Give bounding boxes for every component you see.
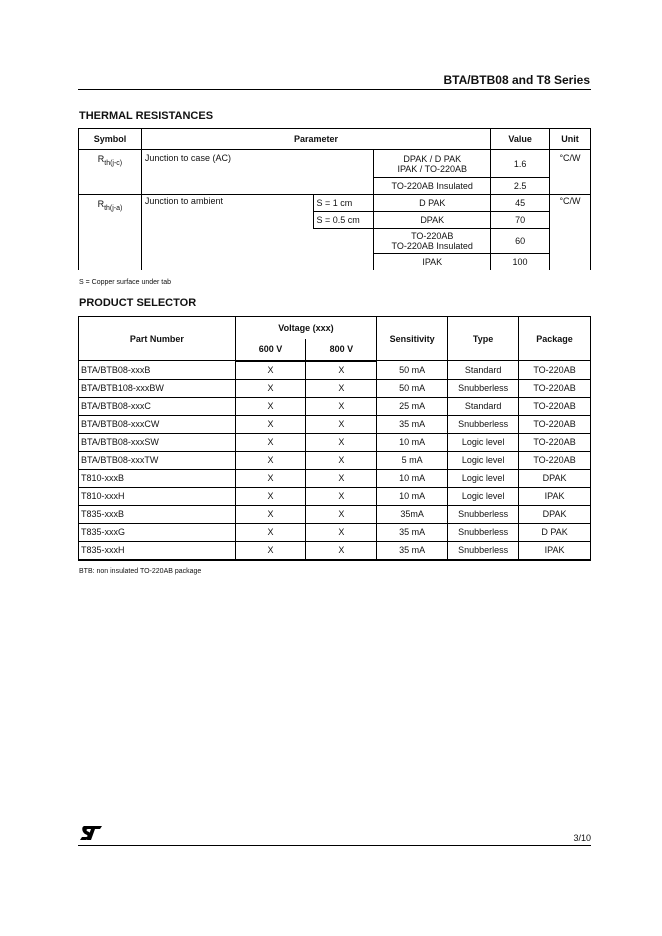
param-junction-ambient: Junction to ambient bbox=[144, 196, 223, 206]
col-800v: 800 V bbox=[306, 339, 377, 361]
sensitivity-cell: 5 mA bbox=[377, 451, 448, 469]
type-cell: Snubberless bbox=[448, 541, 519, 560]
col-voltage: Voltage (xxx) bbox=[235, 317, 377, 339]
table-row bbox=[79, 433, 591, 451]
package-cell: TO-220AB bbox=[519, 415, 591, 433]
v800-mark-cell: X bbox=[306, 433, 377, 451]
v800-mark-cell: X bbox=[306, 541, 377, 560]
symbol-rth-ja: $R_{th(j-a)}$ bbox=[79, 195, 142, 270]
s-0-5cm: S = 0.5 cm bbox=[313, 212, 374, 229]
pkg-ipak: IPAK bbox=[374, 254, 491, 270]
part-number-cell: BTA/BTB08-xxxCW bbox=[79, 415, 236, 433]
sensitivity-cell: 35 mA bbox=[377, 415, 448, 433]
v600-mark-cell: X bbox=[235, 523, 306, 541]
unit-cw-2: °C/W bbox=[550, 195, 591, 270]
v800-mark-cell: X bbox=[306, 469, 377, 487]
value-1-6: 1.6 bbox=[491, 150, 550, 178]
package-cell: TO-220AB bbox=[519, 397, 591, 415]
sensitivity-cell: 50 mA bbox=[377, 379, 448, 397]
product-selector-table bbox=[78, 316, 591, 561]
table-row bbox=[79, 487, 591, 505]
sensitivity-cell: 10 mA bbox=[377, 487, 448, 505]
table-row bbox=[79, 523, 591, 541]
header-rule bbox=[78, 89, 591, 90]
package-cell: DPAK bbox=[519, 505, 591, 523]
v800-mark-cell: X bbox=[306, 451, 377, 469]
part-number-cell: T810-xxxH bbox=[79, 487, 236, 505]
part-number-cell: T835-xxxH bbox=[79, 541, 236, 560]
package-cell: TO-220AB bbox=[519, 433, 591, 451]
v800-mark-cell: X bbox=[306, 523, 377, 541]
thermal-resistance-table bbox=[78, 128, 591, 270]
v600-mark-cell: X bbox=[235, 433, 306, 451]
value-100: 100 bbox=[491, 254, 550, 270]
col-sensitivity: Sensitivity bbox=[377, 317, 448, 361]
part-number-cell: BTA/BTB08-xxxB bbox=[79, 361, 236, 380]
part-number-cell: BTA/BTB08-xxxSW bbox=[79, 433, 236, 451]
type-cell: Logic level bbox=[448, 433, 519, 451]
table-row bbox=[79, 415, 591, 433]
type-cell: Standard bbox=[448, 397, 519, 415]
type-cell: Logic level bbox=[448, 451, 519, 469]
footer-rule bbox=[78, 845, 591, 846]
type-cell: Logic level bbox=[448, 487, 519, 505]
pkg-d-pak: D PAK bbox=[374, 195, 491, 212]
v800-mark-cell: X bbox=[306, 415, 377, 433]
s-1cm: S = 1 cm bbox=[313, 195, 374, 212]
symbol-rth-jc: $R_{th(j-c)}$ bbox=[79, 150, 142, 195]
v600-mark-cell: X bbox=[235, 397, 306, 415]
package-cell: TO-220AB bbox=[519, 361, 591, 380]
part-number-cell: T835-xxxG bbox=[79, 523, 236, 541]
unit-cw-1: °C/W bbox=[550, 150, 591, 195]
sensitivity-cell: 35 mA bbox=[377, 541, 448, 560]
package-cell: TO-220AB bbox=[519, 379, 591, 397]
value-70: 70 bbox=[491, 212, 550, 229]
v600-mark-cell: X bbox=[235, 379, 306, 397]
table-row bbox=[79, 505, 591, 523]
sensitivity-cell: 10 mA bbox=[377, 433, 448, 451]
pkg-dpak: DPAK bbox=[374, 212, 491, 229]
v800-mark-cell: X bbox=[306, 505, 377, 523]
package-cell: IPAK bbox=[519, 541, 591, 560]
v800-mark-cell: X bbox=[306, 487, 377, 505]
table-row bbox=[79, 469, 591, 487]
type-cell: Snubberless bbox=[448, 379, 519, 397]
thermal-footnote: S = Copper surface under tab bbox=[79, 279, 172, 286]
package-cell: IPAK bbox=[519, 487, 591, 505]
v600-mark-cell: X bbox=[235, 361, 306, 380]
pkg-to220ab-ins: TO-220AB Insulated bbox=[374, 178, 491, 195]
col-parameter: Parameter bbox=[141, 129, 490, 150]
st-logo-icon bbox=[79, 825, 103, 841]
product-section-title: PRODUCT SELECTOR bbox=[79, 297, 197, 309]
table-row bbox=[79, 379, 591, 397]
v800-mark-cell: X bbox=[306, 379, 377, 397]
v600-mark-cell: X bbox=[235, 487, 306, 505]
table-row bbox=[79, 361, 591, 380]
part-number-cell: T835-xxxB bbox=[79, 505, 236, 523]
pkg-to220ab-both: TO-220AB TO-220AB Insulated bbox=[374, 229, 491, 254]
type-cell: Snubberless bbox=[448, 523, 519, 541]
pkg-dpak-ipak: DPAK / D PAK IPAK / TO-220AB bbox=[374, 150, 491, 178]
product-rows bbox=[79, 361, 591, 560]
col-package: Package bbox=[519, 317, 591, 361]
part-number-cell: BTA/BTB08-xxxC bbox=[79, 397, 236, 415]
table-row bbox=[79, 451, 591, 469]
type-cell: Logic level bbox=[448, 469, 519, 487]
part-number-cell: T810-xxxB bbox=[79, 469, 236, 487]
col-symbol: Symbol bbox=[79, 129, 142, 150]
v600-mark-cell: X bbox=[235, 505, 306, 523]
value-45: 45 bbox=[491, 195, 550, 212]
v600-mark-cell: X bbox=[235, 541, 306, 560]
table-row bbox=[79, 541, 591, 560]
v800-mark-cell: X bbox=[306, 397, 377, 415]
v600-mark-cell: X bbox=[235, 415, 306, 433]
col-part-number: Part Number bbox=[79, 317, 236, 361]
part-number-cell: BTA/BTB08-xxxTW bbox=[79, 451, 236, 469]
sensitivity-cell: 25 mA bbox=[377, 397, 448, 415]
col-value: Value bbox=[491, 129, 550, 150]
thermal-section-title: THERMAL RESISTANCES bbox=[79, 110, 214, 122]
col-600v: 600 V bbox=[235, 339, 306, 361]
value-2-5: 2.5 bbox=[491, 178, 550, 195]
col-unit: Unit bbox=[550, 129, 591, 150]
col-type: Type bbox=[448, 317, 519, 361]
v600-mark-cell: X bbox=[235, 469, 306, 487]
v800-mark-cell: X bbox=[306, 361, 377, 380]
part-number-cell: BTA/BTB108-xxxBW bbox=[79, 379, 236, 397]
sensitivity-cell: 35mA bbox=[377, 505, 448, 523]
document-header-title: BTA/BTB08 and T8 Series bbox=[443, 73, 590, 87]
sensitivity-cell: 35 mA bbox=[377, 523, 448, 541]
product-footnote: BTB: non insulated TO-220AB package bbox=[79, 568, 202, 575]
v600-mark-cell: X bbox=[235, 451, 306, 469]
type-cell: Snubberless bbox=[448, 415, 519, 433]
sensitivity-cell: 50 mA bbox=[377, 361, 448, 380]
page-number: 3/10 bbox=[573, 833, 591, 843]
package-cell: D PAK bbox=[519, 523, 591, 541]
package-cell: DPAK bbox=[519, 469, 591, 487]
type-cell: Standard bbox=[448, 361, 519, 380]
param-junction-case: Junction to case (AC) bbox=[141, 150, 373, 195]
type-cell: Snubberless bbox=[448, 505, 519, 523]
package-cell: TO-220AB bbox=[519, 451, 591, 469]
sensitivity-cell: 10 mA bbox=[377, 469, 448, 487]
table-row bbox=[79, 397, 591, 415]
value-60: 60 bbox=[491, 229, 550, 254]
